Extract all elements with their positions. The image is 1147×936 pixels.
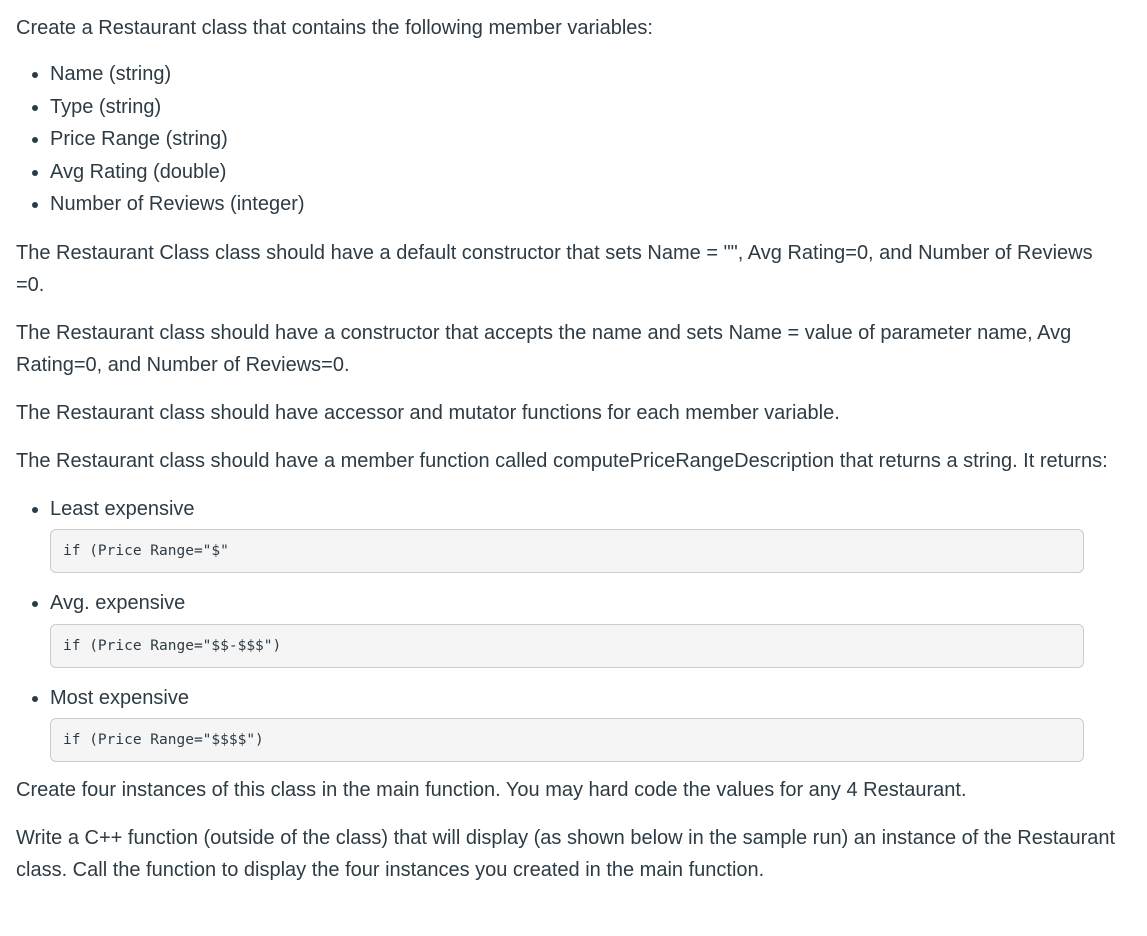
price-tier-item [50, 493, 1116, 574]
intro-paragraph: Create a Restaurant class that contains the following member variables: [16, 17, 653, 39]
price-tier-label: • Least expensive [50, 497, 195, 520]
code-block: if (Price Range="$" [50, 529, 1084, 573]
price-tier-list [16, 493, 1116, 763]
assignment-content [16, 12, 1116, 886]
accessors-paragraph: The Restaurant class should have accessor and mutator functions for each member variable. [16, 401, 840, 424]
price-tier-label: • Most expensive [50, 686, 189, 709]
price-tier-item [50, 682, 1116, 763]
price-tier-label: • Avg. expensive [50, 592, 186, 614]
price-tier-item [50, 587, 1116, 668]
list-item: • Name (string) [50, 58, 1116, 91]
display-function-paragraph: Write a C++ function (outside of the class) that will display (as shown below in the sample run) an instance of the Restaurant class. Call the function to display the four instances you created in the main function. [16, 827, 1116, 881]
default-constructor-paragraph: The Restaurant Class class should have a default constructor that sets Name = "", Avg Rating=0, and Number of Reviews =0. [16, 241, 1093, 296]
name-constructor-paragraph: The Restaurant class should have a constructor that accepts the name and sets Name = value of parameter name, Avg Rating=0, and Number of Reviews=0. [16, 321, 1072, 376]
member-variables-list [16, 58, 1116, 221]
code-block: if (Price Range="$$-$$$") [50, 624, 1084, 668]
compute-function-paragraph: The Restaurant class should have a member function called computePriceRangeDescription that returns a string. It returns: [16, 449, 1108, 472]
code-block: if (Price Range="$$$$") [50, 718, 1084, 762]
list-item: • Price Range (string) [50, 123, 1116, 156]
list-item: • Avg Rating (double) [50, 156, 1116, 189]
instances-paragraph: Create four instances of this class in the main function. You may hard code the values for any 4 Restaurant. [16, 779, 967, 801]
list-item: • Type (string) [50, 91, 1116, 124]
list-item: • Number of Reviews (integer) [50, 188, 1116, 221]
